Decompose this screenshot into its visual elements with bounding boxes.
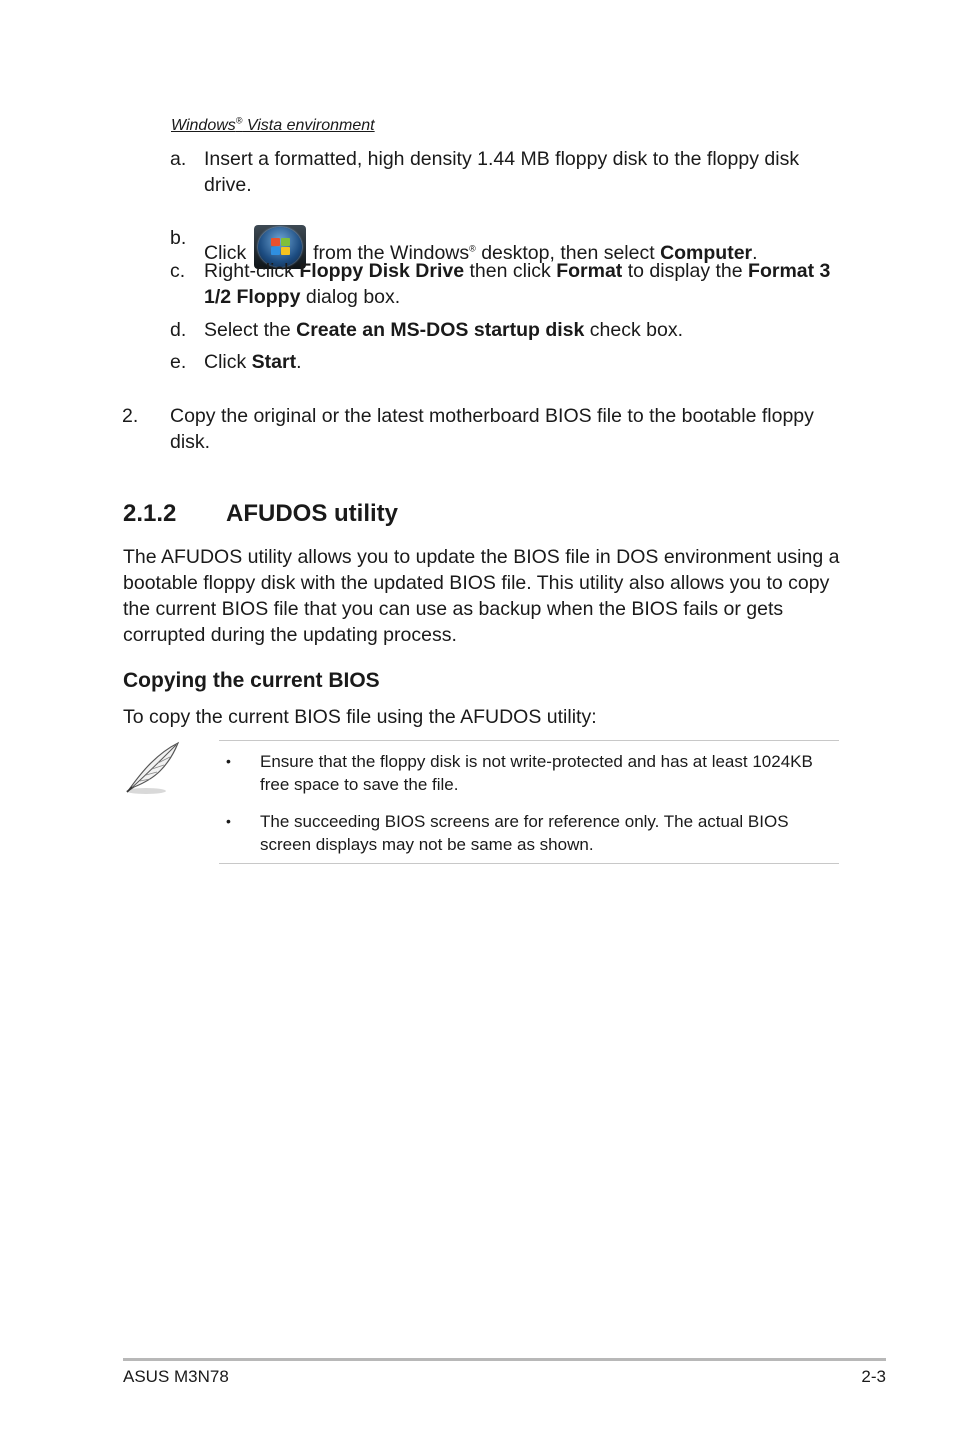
substep-text: Insert a formatted, high density 1.44 MB floppy disk to the floppy disk drive. <box>204 148 800 196</box>
note-bottom-rule <box>219 863 839 864</box>
note-top-rule <box>219 740 839 741</box>
substep-d <box>170 317 830 345</box>
substep-text: Select the Create an MS-DOS startup disk check box. <box>204 319 684 341</box>
section-paragraph: The AFUDOS utility allows you to update the BIOS file in DOS environment using a bootable floppy disk with the updated BIOS file. This utility also allows you to copy the current BIOS file that you can use as backup when the BIOS fails or gets corrupted during the updating process. <box>123 546 840 646</box>
note-bullet <box>226 810 840 856</box>
substep-b <box>170 225 830 264</box>
bullet-dot: • <box>226 753 231 769</box>
step-text: Copy the original or the latest motherboard BIOS file to the bootable floppy disk. <box>170 405 814 453</box>
footer-rule <box>123 1358 886 1361</box>
bullet-dot: • <box>226 813 231 829</box>
substep-text: Right-click Floppy Disk Drive then click Format to display the Format 3 1/2 Floppy dialog box. <box>204 260 831 308</box>
footer-page-number: 2-3 <box>861 1367 886 1386</box>
feather-pen-icon <box>124 741 184 797</box>
substep-c <box>170 258 830 312</box>
step-2 <box>122 403 822 457</box>
substep-label: e. <box>170 351 187 373</box>
substep-text: Click Start. <box>204 351 302 373</box>
bullet-text: Ensure that the floppy disk is not write-protected and has at least 1024KB free space to save the file. <box>260 752 813 794</box>
subsection-title: Copying the current BIOS <box>123 669 380 692</box>
step-label: 2. <box>122 405 139 427</box>
substep-label: b. <box>170 227 187 249</box>
bullet-text: The succeeding BIOS screens are for reference only. The actual BIOS screen displays may not be same as shown. <box>260 812 789 854</box>
substep-label: d. <box>170 319 187 341</box>
substep-text: Click from the Windows® desktop, then select Computer. <box>204 225 834 269</box>
section-title: AFUDOS utility <box>226 500 398 527</box>
section-heading <box>123 500 523 530</box>
footer-product: ASUS M3N78 <box>123 1367 229 1386</box>
substep-a <box>170 146 830 200</box>
section-number: 2.1.2 <box>123 500 177 527</box>
intro-text: To copy the current BIOS file using the AFUDOS utility: <box>123 706 597 728</box>
substep-label: a. <box>170 148 187 170</box>
substep-e <box>170 349 830 377</box>
substep-label: c. <box>170 260 186 282</box>
environment-caption: Windows® Vista environment <box>171 115 375 134</box>
note-bullet <box>226 750 840 796</box>
